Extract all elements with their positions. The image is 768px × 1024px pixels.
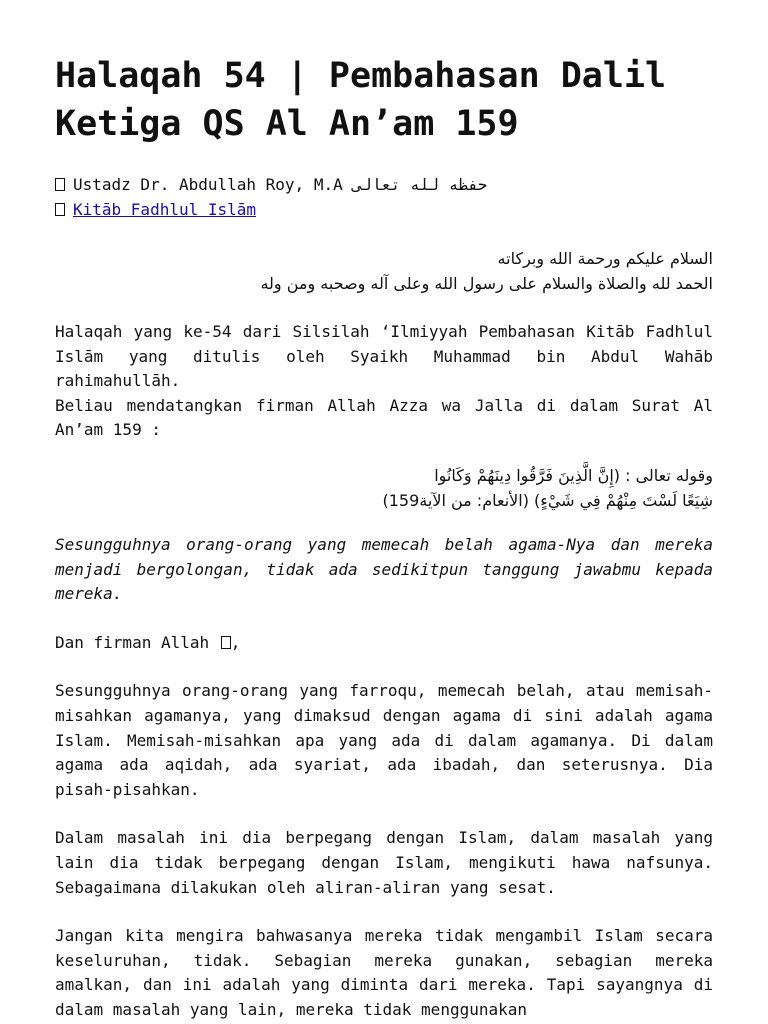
firman-line xyxy=(55,631,713,656)
book-line xyxy=(55,197,713,222)
intro-text-1: Halaqah yang ke-54 dari Silsilah ‘Ilmiyyah Pembahasan Kitāb Fadhlul Islām yang ditulis oleh Syaikh Muhammad bin Abdul Wahāb rahimahullāh. xyxy=(55,322,713,391)
ayah-block xyxy=(55,463,713,513)
firman-text: Dan firman Allah xyxy=(55,632,210,652)
intro-text-2: Beliau mendatangkan firman Allah Azza wa Jalla di dalam Surat Al An’am 159 : xyxy=(55,395,713,440)
intro-paragraph xyxy=(55,320,713,443)
swt-icon xyxy=(221,636,231,649)
book-icon xyxy=(55,203,65,216)
salam-line: السلام عليكم ورحمة الله وبركاته xyxy=(497,249,713,268)
ayah-translation: Sesungguhnya orang-orang yang memecah belah agama-Nya dan mereka menjadi bergolongan, tidak ada sedikitpun tanggung jawabmu kepada mereka. xyxy=(55,534,713,604)
ayah-line-1: وقوله تعالى : (إِنَّ الَّذِينَ فَرَّقُوا دِينَهُمْ وَكَانُوا xyxy=(434,465,713,485)
book-link[interactable]: Kitāb Fadhlul Islām xyxy=(73,200,257,219)
page-title: Halaqah 54 | Pembahasan Dalil Ketiga QS Al An’am 159 xyxy=(55,56,667,144)
author-name: Ustadz Dr. Abdullah Roy, M.A حفظه لله تعالى xyxy=(73,175,488,194)
author-icon xyxy=(55,178,65,191)
body-paragraph-2: Dalam masalah ini dia berpegang dengan Islam, dalam masalah yang lain dia tidak berpegang dengan Islam, mengikuti hawa nafsunya. Sebagaimana dilakukan oleh aliran-aliran yang sesat. xyxy=(55,828,713,897)
salam-block xyxy=(55,246,713,296)
body-paragraph-1: Sesungguhnya orang-orang yang farroqu, memecah belah, atau memisah-misahkan agamanya, yang dimaksud dengan agama di sini adalah agama Islam. Memisah-misahkan apa yang ada di dalam agamanya. Di dalam agama ada aqidah, ada syariat, ada ibadah, dan seterusnya. Dia pisah-pisahkan. xyxy=(55,681,713,799)
firman-suffix: , xyxy=(230,632,241,652)
hamdalah-line: الحمد لله والصلاة والسلام على رسول الله وعلى آله وصحبه ومن وله xyxy=(260,274,713,293)
ayah-line-2: شِيَعًا لَسْتَ مِنْهُمْ فِي شَيْءٍ) (الأنعام: من الآية159) xyxy=(382,490,713,510)
article-meta xyxy=(55,172,713,222)
author-line xyxy=(55,172,713,197)
body-paragraph-3: Jangan kita mengira bahwasanya mereka tidak mengambil Islam secara keseluruhan, tidak. Sebagian mereka gunakan, sebagian mereka amalkan, dan ini adalah yang diminta dari mereka. Tapi sayangnya di dalam masalah yang lain, mereka tidak menggunakan xyxy=(55,926,713,1019)
